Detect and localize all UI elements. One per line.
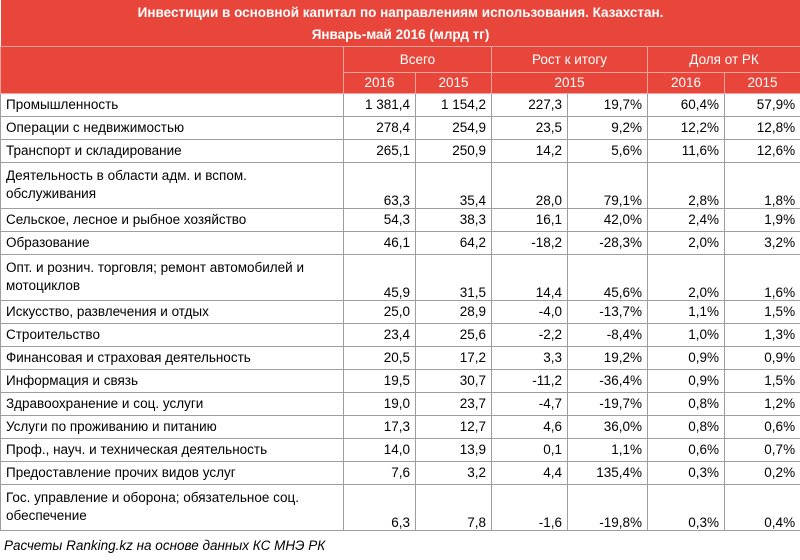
cell-growth-pct: 9,2% [568, 116, 648, 139]
cell-growth-pct: -19,7% [568, 392, 648, 415]
cell-growth-pct: -28,3% [568, 231, 648, 254]
row-label: Опт. и рознич. торговля; ремонт автомобилей и мотоциклов [1, 254, 344, 300]
row-label: Проф., науч. и техническая деятельность [1, 438, 344, 461]
cell-v2015: 250,9 [416, 139, 492, 162]
group-header-growth: Рост к итогу [492, 46, 648, 72]
cell-v2016: 54,3 [344, 208, 416, 231]
cell-share2016: 2,0% [648, 231, 725, 254]
cell-share2015: 1,8% [725, 162, 800, 208]
cell-share2016: 0,9% [648, 369, 725, 392]
cell-share2015: 12,6% [725, 139, 800, 162]
table-row [1, 93, 800, 116]
cell-share2016: 2,8% [648, 162, 725, 208]
table-title-line2: Январь-май 2016 (млрд тг) [1, 24, 800, 46]
cell-v2015: 1 154,2 [416, 93, 492, 116]
cell-v2016: 20,5 [344, 346, 416, 369]
cell-growth-pct: 19,7% [568, 93, 648, 116]
cell-v2015: 28,9 [416, 300, 492, 323]
cell-share2016: 0,6% [648, 438, 725, 461]
cell-v2016: 265,1 [344, 139, 416, 162]
cell-share2016: 0,8% [648, 415, 725, 438]
cell-share2016: 11,6% [648, 139, 725, 162]
cell-share2016: 2,0% [648, 254, 725, 300]
cell-v2016: 278,4 [344, 116, 416, 139]
cell-growth-abs: 227,3 [492, 93, 568, 116]
cell-growth-abs: 14,4 [492, 254, 568, 300]
cell-share2015: 0,2% [725, 461, 800, 484]
cell-share2015: 1,5% [725, 300, 800, 323]
table-row [1, 300, 800, 323]
cell-growth-pct: 45,6% [568, 254, 648, 300]
cell-growth-pct: -8,4% [568, 323, 648, 346]
subheader-total-2016: 2016 [344, 72, 416, 93]
cell-growth-pct: -13,7% [568, 300, 648, 323]
cell-v2016: 25,0 [344, 300, 416, 323]
cell-growth-pct: 36,0% [568, 415, 648, 438]
cell-growth-abs: 4,6 [492, 415, 568, 438]
table-row [1, 139, 800, 162]
cell-v2015: 25,6 [416, 323, 492, 346]
cell-v2015: 12,7 [416, 415, 492, 438]
row-label: Транспорт и складирование [1, 139, 344, 162]
cell-share2016: 0,3% [648, 461, 725, 484]
cell-v2015: 17,2 [416, 346, 492, 369]
row-label: Операции с недвижимостью [1, 116, 344, 139]
table-row [1, 484, 800, 530]
group-header-total: Всего [344, 46, 492, 72]
cell-share2016: 0,3% [648, 484, 725, 530]
cell-growth-abs: -18,2 [492, 231, 568, 254]
cell-share2015: 0,7% [725, 438, 800, 461]
cell-share2015: 0,4% [725, 484, 800, 530]
cell-growth-abs: -4,7 [492, 392, 568, 415]
cell-growth-abs: -1,6 [492, 484, 568, 530]
table-row [1, 323, 800, 346]
row-label: Промышленность [1, 93, 344, 116]
cell-growth-abs: -4,0 [492, 300, 568, 323]
row-label: Строительство [1, 323, 344, 346]
cell-share2015: 1,3% [725, 323, 800, 346]
cell-share2016: 1,1% [648, 300, 725, 323]
cell-share2015: 12,8% [725, 116, 800, 139]
cell-growth-pct: 79,1% [568, 162, 648, 208]
cell-v2016: 19,5 [344, 369, 416, 392]
cell-v2015: 30,7 [416, 369, 492, 392]
cell-growth-pct: -36,4% [568, 369, 648, 392]
source-footnote: Расчеты Ranking.kz на основе данных КС МНЭ РК [4, 538, 326, 553]
table-row [1, 346, 800, 369]
subheader-share-2016: 2016 [648, 72, 725, 93]
cell-v2016: 1 381,4 [344, 93, 416, 116]
cell-share2016: 2,4% [648, 208, 725, 231]
table-title-line1: Инвестиции в основной капитал по направлениям использования. Казахстан. [1, 0, 800, 24]
table-row [1, 415, 800, 438]
cell-v2015: 3,2 [416, 461, 492, 484]
table-row [1, 254, 800, 300]
cell-growth-pct: -19,8% [568, 484, 648, 530]
cell-v2016: 23,4 [344, 323, 416, 346]
table-row [1, 231, 800, 254]
group-header-share: Доля от РК [648, 46, 800, 72]
cell-v2015: 7,8 [416, 484, 492, 530]
row-label: Гос. управление и оборона; обязательное соц. обеспечение [1, 484, 344, 530]
cell-growth-abs: 28,0 [492, 162, 568, 208]
header-blank-cell [1, 46, 344, 93]
row-label: Услуги по проживанию и питанию [1, 415, 344, 438]
cell-v2015: 254,9 [416, 116, 492, 139]
subheader-growth-2015: 2015 [492, 72, 648, 93]
cell-growth-pct: 42,0% [568, 208, 648, 231]
cell-growth-abs: 3,3 [492, 346, 568, 369]
cell-share2016: 60,4% [648, 93, 725, 116]
table-row [1, 438, 800, 461]
cell-v2016: 46,1 [344, 231, 416, 254]
row-label: Предоставление прочих видов услуг [1, 461, 344, 484]
cell-v2016: 45,9 [344, 254, 416, 300]
cell-v2016: 6,3 [344, 484, 416, 530]
cell-growth-pct: 1,1% [568, 438, 648, 461]
subheader-share-2015: 2015 [725, 72, 800, 93]
cell-growth-abs: -2,2 [492, 323, 568, 346]
cell-share2015: 0,9% [725, 346, 800, 369]
cell-share2015: 1,5% [725, 369, 800, 392]
cell-growth-pct: 5,6% [568, 139, 648, 162]
cell-share2015: 1,9% [725, 208, 800, 231]
cell-share2016: 1,0% [648, 323, 725, 346]
row-label: Образование [1, 231, 344, 254]
cell-growth-abs: 16,1 [492, 208, 568, 231]
table-row [1, 162, 800, 208]
row-label: Финансовая и страховая деятельность [1, 346, 344, 369]
cell-v2016: 19,0 [344, 392, 416, 415]
cell-v2016: 7,6 [344, 461, 416, 484]
cell-growth-abs: 0,1 [492, 438, 568, 461]
cell-v2015: 64,2 [416, 231, 492, 254]
cell-v2016: 63,3 [344, 162, 416, 208]
row-label: Искусство, развлечения и отдых [1, 300, 344, 323]
cell-share2016: 0,8% [648, 392, 725, 415]
cell-share2015: 0,6% [725, 415, 800, 438]
cell-v2015: 13,9 [416, 438, 492, 461]
cell-share2016: 0,9% [648, 346, 725, 369]
table-row [1, 208, 800, 231]
table-row [1, 392, 800, 415]
cell-share2016: 12,2% [648, 116, 725, 139]
row-label: Сельское, лесное и рыбное хозяйство [1, 208, 344, 231]
row-label: Деятельность в области адм. и вспом. обслуживания [1, 162, 344, 208]
cell-growth-abs: -11,2 [492, 369, 568, 392]
table-row [1, 461, 800, 484]
cell-v2015: 23,7 [416, 392, 492, 415]
cell-v2015: 38,3 [416, 208, 492, 231]
cell-share2015: 3,2% [725, 231, 800, 254]
cell-share2015: 1,6% [725, 254, 800, 300]
table-row [1, 116, 800, 139]
row-label: Информация и связь [1, 369, 344, 392]
cell-share2015: 1,2% [725, 392, 800, 415]
cell-growth-abs: 14,2 [492, 139, 568, 162]
cell-growth-abs: 4,4 [492, 461, 568, 484]
cell-growth-pct: 135,4% [568, 461, 648, 484]
cell-v2015: 31,5 [416, 254, 492, 300]
cell-v2016: 14,0 [344, 438, 416, 461]
row-label: Здравоохранение и соц. услуги [1, 392, 344, 415]
table-row [1, 369, 800, 392]
cell-growth-pct: 19,2% [568, 346, 648, 369]
cell-v2016: 17,3 [344, 415, 416, 438]
cell-share2015: 57,9% [725, 93, 800, 116]
subheader-total-2015: 2015 [416, 72, 492, 93]
cell-growth-abs: 23,5 [492, 116, 568, 139]
cell-v2015: 35,4 [416, 162, 492, 208]
